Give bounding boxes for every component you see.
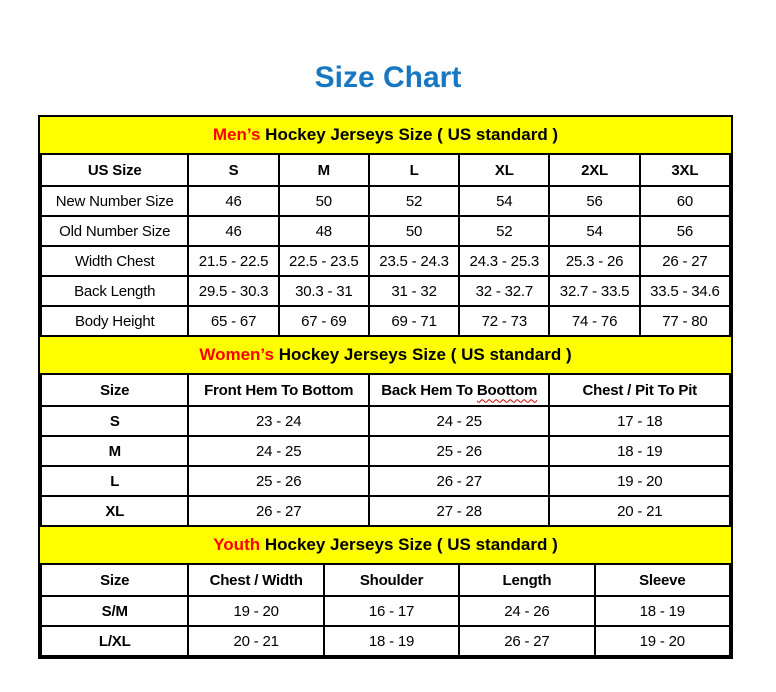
column-header: 2XL: [549, 154, 639, 186]
row-label: S: [41, 406, 188, 436]
row-label: L/XL: [41, 626, 188, 656]
misspelled-word: Boottom: [476, 381, 538, 399]
column-header: Shoulder: [324, 564, 459, 596]
size-chart: [38, 115, 733, 659]
womens-size-table: [40, 373, 731, 527]
table-cell: 26 - 27: [640, 246, 730, 276]
row-label: Back Length: [41, 276, 188, 306]
column-header: S: [188, 154, 278, 186]
table-cell: 26 - 27: [188, 496, 369, 526]
table-row: [41, 626, 730, 656]
table-cell: 56: [549, 186, 639, 216]
mens-size-table: [40, 153, 731, 337]
table-cell: 19 - 20: [595, 626, 730, 656]
row-label: New Number Size: [41, 186, 188, 216]
table-row: [41, 596, 730, 626]
table-row: [41, 496, 730, 526]
mens-band-highlight: Men’s: [212, 125, 261, 144]
column-header: Length: [459, 564, 594, 596]
table-cell: 24 - 26: [459, 596, 594, 626]
column-header: Chest / Width: [188, 564, 323, 596]
page-title: Size Chart: [314, 61, 462, 94]
table-cell: 25 - 26: [188, 466, 369, 496]
womens-section-band: [40, 337, 731, 373]
column-header: [369, 374, 550, 406]
mens-band-text: Hockey Jerseys Size ( US standard ): [260, 125, 559, 144]
table-cell: 22.5 - 23.5: [279, 246, 369, 276]
table-row: [41, 466, 730, 496]
table-cell: 20 - 21: [549, 496, 730, 526]
youth-section-band: [40, 527, 731, 563]
table-cell: 27 - 28: [369, 496, 550, 526]
table-row: [41, 436, 730, 466]
column-header: Front Hem To Bottom: [188, 374, 369, 406]
table-cell: 77 - 80: [640, 306, 730, 336]
table-cell: 24 - 25: [369, 406, 550, 436]
table-cell: 26 - 27: [369, 466, 550, 496]
column-header: L: [369, 154, 459, 186]
column-header: US Size: [41, 154, 188, 186]
table-cell: 50: [279, 186, 369, 216]
table-cell: 60: [640, 186, 730, 216]
header-row: [41, 374, 730, 406]
youth-band-highlight: Youth: [213, 535, 261, 554]
table-row: [41, 306, 730, 336]
youth-size-table: [40, 563, 731, 657]
table-cell: 69 - 71: [369, 306, 459, 336]
table-cell: 32 - 32.7: [459, 276, 549, 306]
table-row: [41, 276, 730, 306]
table-row: [41, 186, 730, 216]
column-header: Chest / Pit To Pit: [549, 374, 730, 406]
table-cell: 20 - 21: [188, 626, 323, 656]
table-cell: 23 - 24: [188, 406, 369, 436]
table-row: [41, 216, 730, 246]
mens-section-band: [40, 117, 731, 153]
table-cell: 25 - 26: [369, 436, 550, 466]
column-header: Size: [41, 374, 188, 406]
row-label: S/M: [41, 596, 188, 626]
table-cell: 19 - 20: [549, 466, 730, 496]
row-label: Body Height: [41, 306, 188, 336]
row-label: L: [41, 466, 188, 496]
womens-band-highlight: Women’s: [199, 345, 274, 364]
table-cell: 32.7 - 33.5: [549, 276, 639, 306]
column-header: Sleeve: [595, 564, 730, 596]
row-label: Width Chest: [41, 246, 188, 276]
table-cell: 52: [459, 216, 549, 246]
table-cell: 56: [640, 216, 730, 246]
table-cell: 52: [369, 186, 459, 216]
table-cell: 67 - 69: [279, 306, 369, 336]
table-cell: 50: [369, 216, 459, 246]
column-header: M: [279, 154, 369, 186]
header-row: [41, 154, 730, 186]
table-cell: 46: [188, 216, 278, 246]
row-label: Old Number Size: [41, 216, 188, 246]
table-cell: 16 - 17: [324, 596, 459, 626]
table-cell: 21.5 - 22.5: [188, 246, 278, 276]
column-header: Size: [41, 564, 188, 596]
row-label: M: [41, 436, 188, 466]
column-header: 3XL: [640, 154, 730, 186]
womens-band-text: Hockey Jerseys Size ( US standard ): [273, 345, 572, 364]
table-cell: 26 - 27: [459, 626, 594, 656]
table-cell: 72 - 73: [459, 306, 549, 336]
table-cell: 17 - 18: [549, 406, 730, 436]
table-cell: 54: [459, 186, 549, 216]
table-cell: 31 - 32: [369, 276, 459, 306]
table-cell: 33.5 - 34.6: [640, 276, 730, 306]
table-cell: 19 - 20: [188, 596, 323, 626]
table-row: [41, 246, 730, 276]
table-cell: 54: [549, 216, 639, 246]
table-cell: 24 - 25: [188, 436, 369, 466]
table-cell: 25.3 - 26: [549, 246, 639, 276]
table-cell: 30.3 - 31: [279, 276, 369, 306]
column-header: XL: [459, 154, 549, 186]
table-cell: 74 - 76: [549, 306, 639, 336]
table-cell: 48: [279, 216, 369, 246]
row-label: XL: [41, 496, 188, 526]
table-row: [41, 406, 730, 436]
table-cell: 23.5 - 24.3: [369, 246, 459, 276]
table-cell: 18 - 19: [549, 436, 730, 466]
table-cell: 18 - 19: [595, 596, 730, 626]
column-header-text: Back Hem To: [381, 381, 477, 399]
header-row: [41, 564, 730, 596]
table-cell: 46: [188, 186, 278, 216]
table-cell: 29.5 - 30.3: [188, 276, 278, 306]
table-cell: 65 - 67: [188, 306, 278, 336]
youth-band-text: Hockey Jerseys Size ( US standard ): [260, 535, 558, 554]
table-cell: 24.3 - 25.3: [459, 246, 549, 276]
table-cell: 18 - 19: [324, 626, 459, 656]
